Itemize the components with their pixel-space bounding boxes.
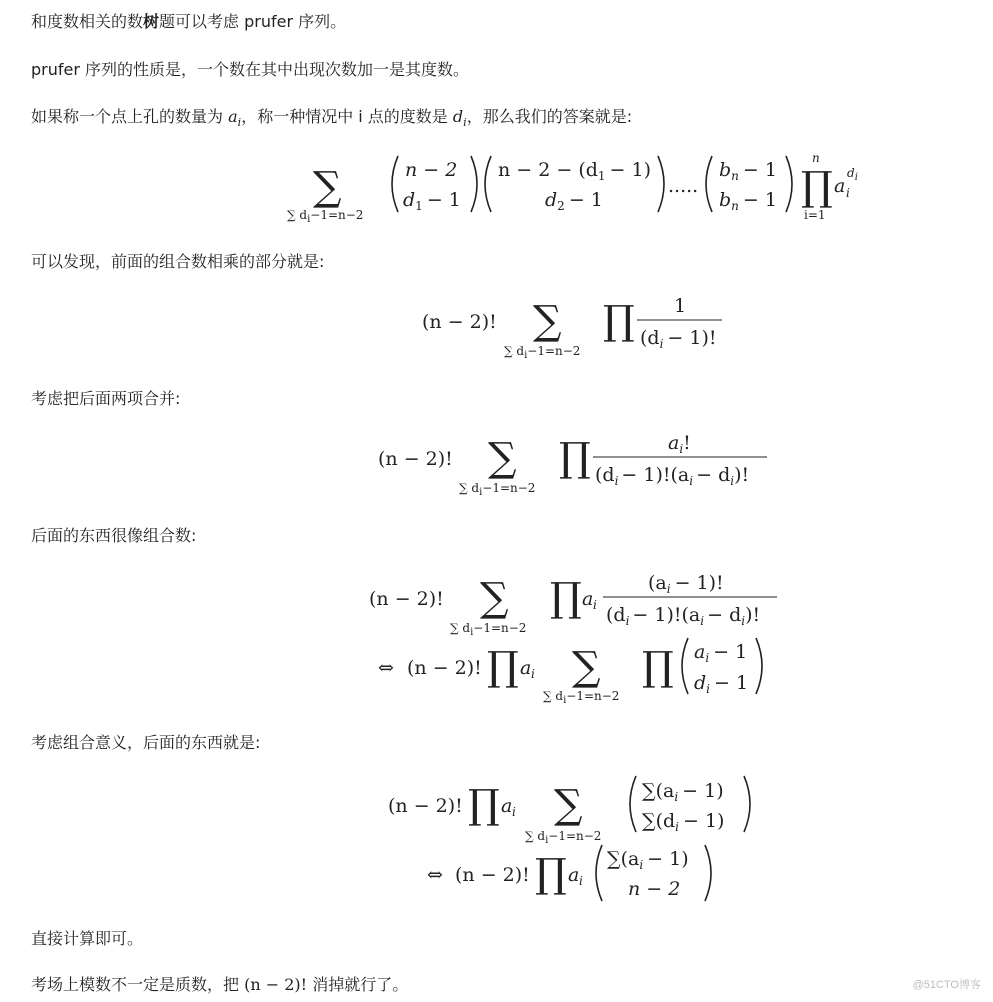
- p1-bold-word: 树: [143, 12, 160, 31]
- eq4-prefix: (n − 2)!: [369, 588, 444, 610]
- eq2-prefix: (n − 2)!: [422, 311, 497, 333]
- eq1-binom2-bottom: $d_2 - 1$: [545, 189, 603, 213]
- eq5-factor-sub: i: [512, 805, 516, 819]
- eq5-sum-symbol: ∑: [554, 782, 583, 828]
- eq1-binom2-left-paren: [485, 156, 491, 212]
- eq1-binom3-left-paren: [706, 156, 712, 212]
- eq1-prod-lower: i=1: [804, 208, 826, 222]
- eq3-numerator: $a_i$!: [668, 432, 691, 456]
- eq1-sum-symbol: ∑: [313, 164, 342, 210]
- eq4b-equiv: ⇔: [378, 657, 394, 679]
- p3-text-c: ，那么我们的答案就是:: [466, 107, 633, 126]
- eq4b-prod-symbol: ∏: [487, 644, 519, 690]
- eq4b-binom-left-paren: [682, 638, 688, 694]
- eq1-dots: .....: [668, 175, 699, 197]
- eq1-prod-upper: n: [812, 151, 820, 165]
- inline-n-minus-2-fact: (n − 2)!: [244, 975, 308, 994]
- eq1-binom3-bottom: $b_n - 1$: [719, 189, 777, 213]
- eq1-power-base: a: [834, 175, 846, 197]
- eq4-numerator: $(a_i - 1)$!: [648, 572, 724, 596]
- eq4b-factor-sub: i: [531, 667, 535, 681]
- eq5-factor-a: a: [501, 795, 513, 817]
- eq4-sum-symbol: ∑: [480, 575, 509, 621]
- eq4b-binom-bottom: $d_i - 1$: [694, 672, 749, 696]
- eq5b-prod-symbol: ∏: [535, 851, 567, 897]
- eq2-denominator: $(d_i - 1)$!: [640, 327, 717, 351]
- p9-text-b: 消掉就行了。: [312, 975, 409, 994]
- eq5-sum-condition: ∑ $d_i-1=n-2$: [525, 829, 602, 846]
- eq5-binom-left-paren: [630, 776, 636, 832]
- eq5b-binom-left-paren: [596, 845, 602, 901]
- p3-text-a: 如果称一个点上孔的数量为: [31, 107, 224, 126]
- eq5b-binom-bottom: n − 2: [628, 878, 681, 900]
- p1-text-after: 题可以考虑 prufer 序列。: [159, 12, 347, 31]
- eq5b-binom-right-paren: [705, 845, 711, 901]
- eq4b-prod2-symbol: ∏: [642, 644, 674, 690]
- equation-4: [369, 572, 777, 706]
- eq2-sum-condition: ∑ $d_i-1=n-2$: [504, 344, 581, 361]
- inline-var-a: a: [228, 107, 238, 126]
- eq3-denominator: $(d_i - 1)!(a_i - d_i)$!: [595, 464, 750, 488]
- eq4-sum-condition: ∑ $d_i-1=n-2$: [450, 621, 527, 638]
- paragraph-6: 后面的东西很像组合数:: [31, 526, 197, 545]
- eq1-binom2-top: $n - 2 - (d_1 - 1)$: [498, 159, 652, 183]
- eq5b-equiv: ⇔: [427, 864, 443, 886]
- paragraph-5: 考虑把后面两项合并:: [31, 389, 181, 408]
- eq1-prod-symbol: ∏: [801, 164, 833, 210]
- eq2-sum-symbol: ∑: [533, 298, 562, 344]
- eq1-binom1-bottom: $d_1 - 1$: [403, 189, 461, 213]
- eq1-sum-condition: ∑ $d_i-1=n-2$: [287, 208, 364, 225]
- eq5-binom-bottom: $\sum(d_i - 1)$: [642, 810, 725, 834]
- eq1-power-exp: $d_i$: [847, 166, 858, 183]
- eq5-binom-right-paren: [744, 776, 750, 832]
- paragraph-7: 考虑组合意义，后面的东西就是:: [31, 733, 261, 752]
- eq2-numerator: 1: [674, 295, 687, 317]
- eq1-binom1-left-paren: [392, 156, 398, 212]
- eq1-binom1-top: n − 2: [405, 159, 458, 181]
- eq2-prod-symbol: ∏: [603, 298, 635, 344]
- eq5b-binom-top: $\sum(a_i - 1)$: [607, 848, 689, 872]
- eq5-prod-symbol: ∏: [468, 782, 500, 828]
- eq3-sum-symbol: ∑: [488, 435, 517, 481]
- eq4-factor-sub: i: [593, 598, 597, 612]
- eq4b-sum-symbol: ∑: [572, 644, 601, 690]
- paragraph-2: prufer 序列的性质是，一个数在其中出现次数加一是其度数。: [31, 60, 470, 79]
- p9-text-a: 考场上模数不一定是质数，把: [31, 975, 240, 994]
- eq4-prod-symbol: ∏: [550, 575, 582, 621]
- eq5-binom-top: $\sum(a_i - 1)$: [642, 780, 724, 804]
- eq1-power-sub: i: [846, 186, 850, 200]
- inline-sub-i: i: [237, 116, 242, 129]
- eq3-sum-condition: ∑ $d_i-1=n-2$: [459, 481, 536, 498]
- eq4-factor-a: a: [582, 588, 594, 610]
- inline-sub-i-2: i: [463, 116, 467, 129]
- equation-5: [388, 776, 750, 901]
- eq1-binom2-right-paren: [658, 156, 664, 212]
- eq5-prefix: (n − 2)!: [388, 795, 463, 817]
- eq4-denominator: $(d_i - 1)!(a_i - d_i)$!: [606, 604, 761, 628]
- eq5b-factor-sub: i: [579, 874, 583, 888]
- paragraph-8: 直接计算即可。: [31, 929, 144, 948]
- eq1-binom1-right-paren: [471, 156, 477, 212]
- eq4b-binom-top: $a_i - 1$: [694, 641, 748, 665]
- eq1-binom3-top: $b_n - 1$: [719, 159, 777, 183]
- eq3-prefix: (n − 2)!: [378, 448, 453, 470]
- paragraph-4: 可以发现，前面的组合数相乘的部分就是:: [31, 252, 325, 271]
- eq4b-factor-a: a: [520, 657, 532, 679]
- p3-text-b: ，称一种情况中 i 点的度数是: [241, 107, 448, 126]
- eq3-prod-symbol: ∏: [559, 435, 591, 481]
- eq4b-prefix: (n − 2)!: [407, 657, 482, 679]
- equation-2: [422, 295, 722, 361]
- eq1-binom3-right-paren: [786, 156, 792, 212]
- watermark: @51CTO博客: [912, 979, 981, 991]
- inline-var-d: d: [452, 107, 464, 126]
- equation-1: [287, 151, 858, 225]
- eq5b-prefix: (n − 2)!: [455, 864, 530, 886]
- eq4b-sum-condition: ∑ $d_i-1=n-2$: [543, 689, 620, 706]
- equation-3: [378, 432, 767, 498]
- eq4b-binom-right-paren: [756, 638, 762, 694]
- p1-text-before: 和度数相关的数: [31, 12, 144, 31]
- eq5b-factor-a: a: [568, 864, 580, 886]
